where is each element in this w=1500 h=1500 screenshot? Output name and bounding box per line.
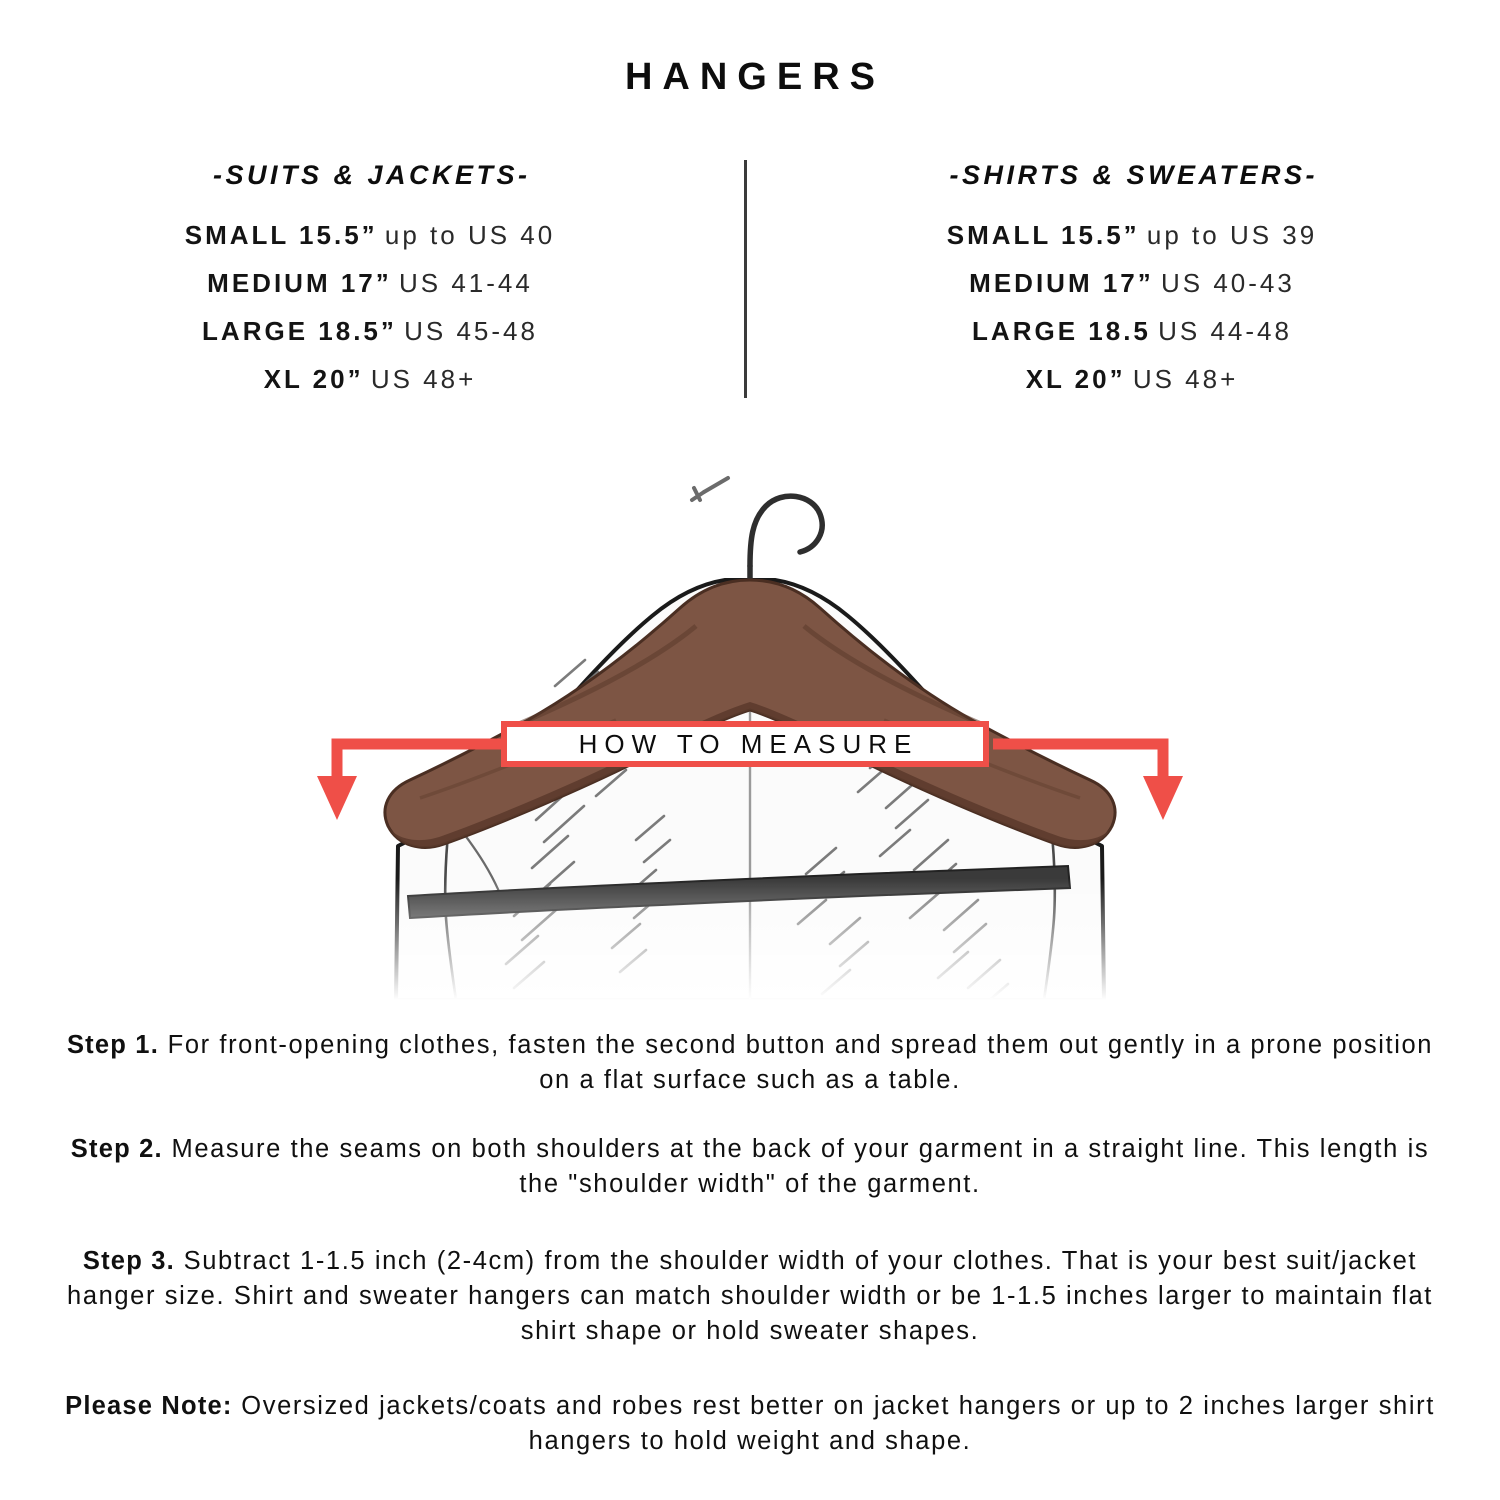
instruction-please-note [60,1389,1440,1459]
size-row [782,211,1482,259]
step-1-label: Step 1. [66,1031,159,1059]
size-column-shirts-sweaters [782,160,1482,403]
size-label: LARGE 18.5” [202,316,397,346]
how-to-measure-label: HOW TO MEASURE [578,728,919,759]
size-tables [0,160,1500,410]
size-row [782,355,1482,403]
size-label: SMALL 15.5” [184,220,378,250]
step-3-text: Subtract 1-1.5 inch (2-4cm) from the shoulder width of your clothes. That is your best suit/jacket hanger size. Shirt and sweater hangers can match shoulder width or be 1-1.5 inches larger to maintain flat shirt shape or hold sweater shapes. [67,1247,1433,1345]
instructions-section [60,1028,1440,1459]
size-row [20,211,720,259]
size-us-range: US 41-44 [398,268,533,298]
size-us-range: up to US 40 [384,220,556,250]
size-label: XL 20” [1025,364,1126,394]
size-us-range: US 45-48 [404,316,538,346]
size-row [20,355,720,403]
size-label: MEDIUM 17” [969,268,1154,298]
step-1-text: For front-opening clothes, fasten the second button and spread them out gently in a prone position on a flat surface such as a table. [158,1031,1434,1094]
size-us-range: US 40-43 [1160,268,1295,298]
size-label: MEDIUM 17” [207,268,392,298]
column-heading-shirts-sweaters: -SHIRTS & SWEATERS- [949,160,1318,190]
step-3-label: Step 3. [82,1247,175,1275]
size-row [782,259,1482,307]
size-row [20,307,720,355]
size-us-range: US 44-48 [1158,316,1292,346]
step-2-label: Step 2. [70,1135,163,1163]
size-label: LARGE 18.5 [972,316,1151,346]
column-divider [744,160,747,398]
step-2-text: Measure the seams on both shoulders at the back of your garment in a straight line. This length is the "shoulder width" of the garment. [162,1135,1430,1198]
size-column-suits-jackets [20,160,720,403]
page-title: HANGERS [624,56,886,98]
please-note-label: Please Note: [65,1392,233,1420]
size-row [782,307,1482,355]
size-label: SMALL 15.5” [946,220,1140,250]
size-us-range: US 48+ [1132,364,1239,394]
instruction-step-2 [60,1132,1440,1202]
please-note-text: Oversized jackets/coats and robes rest better on jacket hangers or up to 2 inches larger shirt hangers to hold weight and shape. [232,1392,1435,1455]
size-label: XL 20” [263,364,364,394]
column-heading-suits-jackets: -SUITS & JACKETS- [212,160,531,190]
size-us-range: up to US 39 [1146,220,1318,250]
instruction-step-3 [60,1244,1440,1349]
size-us-range: US 48+ [370,364,477,394]
instruction-step-1 [60,1028,1440,1098]
size-row [20,259,720,307]
how-to-measure-banner [501,721,989,767]
